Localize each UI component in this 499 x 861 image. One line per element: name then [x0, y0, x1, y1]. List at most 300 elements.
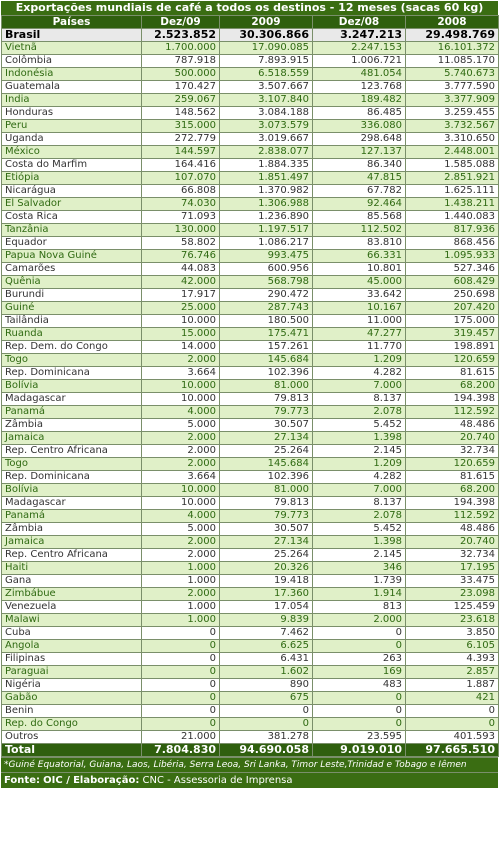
value-cell-dec08: 483: [313, 679, 406, 692]
value-cell-dec09: 272.779: [142, 133, 220, 146]
country-cell: Ruanda: [2, 328, 142, 341]
country-cell: Rep. Dominicana: [2, 471, 142, 484]
table-row: [2, 380, 499, 393]
value-cell-2008: 421: [406, 692, 499, 705]
value-cell-2008: 23.618: [406, 614, 499, 627]
value-cell-dec08: 1.398: [313, 536, 406, 549]
header-row: [2, 16, 499, 29]
value-cell-2009: 3.507.667: [220, 81, 313, 94]
value-cell-2008: 250.698: [406, 289, 499, 302]
value-cell-dec09: 2.000: [142, 445, 220, 458]
value-cell-2009: 1.306.988: [220, 198, 313, 211]
exports-table: [1, 15, 499, 757]
value-cell-dec08: 346: [313, 562, 406, 575]
value-cell-2009: 993.475: [220, 250, 313, 263]
value-cell-2009: 81.000: [220, 484, 313, 497]
value-cell-dec08: 2.078: [313, 406, 406, 419]
value-cell-2009: 79.813: [220, 393, 313, 406]
value-cell-dec09: 787.918: [142, 55, 220, 68]
table-row: [2, 42, 499, 55]
value-cell-dec08: 123.768: [313, 81, 406, 94]
value-cell-2009: 30.507: [220, 419, 313, 432]
value-cell-2009: 9.839: [220, 614, 313, 627]
value-cell-2009: 17.054: [220, 601, 313, 614]
source-org: OIC /: [43, 775, 70, 786]
value-cell-dec09: 130.000: [142, 224, 220, 237]
value-cell-2008: 68.200: [406, 380, 499, 393]
table-row: [2, 471, 499, 484]
country-cell: Uganda: [2, 133, 142, 146]
country-cell: Costa Rica: [2, 211, 142, 224]
value-cell-dec08: 0: [313, 640, 406, 653]
value-cell-2008: 48.486: [406, 419, 499, 432]
value-cell-dec09: 2.000: [142, 549, 220, 562]
value-cell-dec09: 164.416: [142, 159, 220, 172]
value-cell-2008: 5.740.673: [406, 68, 499, 81]
value-cell-dec09: 3.664: [142, 367, 220, 380]
table-row: [2, 289, 499, 302]
value-cell-dec09: 2.000: [142, 588, 220, 601]
table-row: [2, 146, 499, 159]
table-row: [2, 614, 499, 627]
country-cell: Costa do Marfim: [2, 159, 142, 172]
value-cell-dec09: 58.802: [142, 237, 220, 250]
value-cell-dec08: 813: [313, 601, 406, 614]
value-cell-2009: 157.261: [220, 341, 313, 354]
country-cell: Vietnã: [2, 42, 142, 55]
table-row: [2, 328, 499, 341]
country-cell: Cuba: [2, 627, 142, 640]
value-cell-2008: 3.310.650: [406, 133, 499, 146]
value-cell-dec09: 4.000: [142, 406, 220, 419]
table-row: [2, 185, 499, 198]
value-cell-2009: 180.500: [220, 315, 313, 328]
country-cell: Rep. Dominicana: [2, 367, 142, 380]
country-cell: Rep. Dem. do Congo: [2, 341, 142, 354]
value-cell-2008: 527.346: [406, 263, 499, 276]
table-row: [2, 679, 499, 692]
table-row: [2, 575, 499, 588]
value-cell-2008: 81.615: [406, 367, 499, 380]
value-cell-2009: 6.518.559: [220, 68, 313, 81]
value-cell-dec08: 481.054: [313, 68, 406, 81]
coffee-export-table-container: [1, 1, 498, 788]
value-cell-dec08: 1.209: [313, 354, 406, 367]
country-cell: Colômbia: [2, 55, 142, 68]
country-cell: Nigéria: [2, 679, 142, 692]
brasil-row: [2, 29, 499, 42]
value-cell-dec08: 83.810: [313, 237, 406, 250]
value-cell-2009: 6.625: [220, 640, 313, 653]
value-cell-dec09: 259.067: [142, 94, 220, 107]
table-row: [2, 172, 499, 185]
value-cell-2008: 68.200: [406, 484, 499, 497]
value-cell-2009: 102.396: [220, 367, 313, 380]
value-cell-2009: 25.264: [220, 549, 313, 562]
value-cell-2009: 568.798: [220, 276, 313, 289]
value-cell-dec08: 67.782: [313, 185, 406, 198]
value-cell-2008: 120.659: [406, 458, 499, 471]
value-cell-dec09: 1.000: [142, 614, 220, 627]
source-label2: Elaboração:: [73, 775, 140, 786]
value-cell-dec08: 33.642: [313, 289, 406, 302]
country-cell: Indonésia: [2, 68, 142, 81]
country-cell: Gabão: [2, 692, 142, 705]
value-cell-2008: 1.887: [406, 679, 499, 692]
value-cell-dec09: 25.000: [142, 302, 220, 315]
value-cell-dec09: 10.000: [142, 315, 220, 328]
value-cell-2009: 79.813: [220, 497, 313, 510]
value-cell-dec08: 169: [313, 666, 406, 679]
value-cell-2009: 0: [220, 705, 313, 718]
country-cell: Equador: [2, 237, 142, 250]
value-cell-2009: 675: [220, 692, 313, 705]
value-cell-dec08: 127.137: [313, 146, 406, 159]
value-cell-dec08: 1.209: [313, 458, 406, 471]
table-row: [2, 666, 499, 679]
value-cell-dec09: 0: [142, 653, 220, 666]
value-cell-dec08: 4.282: [313, 471, 406, 484]
value-cell-2009: 19.418: [220, 575, 313, 588]
table-row: [2, 692, 499, 705]
country-cell: Jamaica: [2, 432, 142, 445]
value-cell-dec09: 144.597: [142, 146, 220, 159]
value-cell-dec08: 1.006.721: [313, 55, 406, 68]
value-cell-dec09: 2.000: [142, 432, 220, 445]
value-cell-2008: 112.592: [406, 510, 499, 523]
value-cell-2008: 1.440.083: [406, 211, 499, 224]
total-dec08: 9.019.010: [313, 744, 406, 757]
header-countries: Países: [2, 16, 142, 29]
table-row: [2, 315, 499, 328]
header-2008: 2008: [406, 16, 499, 29]
value-cell-2009: 79.773: [220, 510, 313, 523]
value-cell-dec09: 1.000: [142, 575, 220, 588]
value-cell-2008: 608.429: [406, 276, 499, 289]
value-cell-dec09: 1.700.000: [142, 42, 220, 55]
value-cell-2008: 20.740: [406, 536, 499, 549]
country-cell: Haiti: [2, 562, 142, 575]
value-cell-dec08: 10.801: [313, 263, 406, 276]
country-cell: Paraguai: [2, 666, 142, 679]
table-row: [2, 211, 499, 224]
country-cell: Papua Nova Guiné: [2, 250, 142, 263]
value-cell-dec08: 8.137: [313, 393, 406, 406]
value-cell-2009: 175.471: [220, 328, 313, 341]
value-cell-2009: 1.884.335: [220, 159, 313, 172]
table-row: [2, 250, 499, 263]
value-cell-dec09: 2.000: [142, 536, 220, 549]
value-cell-dec09: 66.808: [142, 185, 220, 198]
country-cell: Nicarágua: [2, 185, 142, 198]
value-cell-dec08: 86.340: [313, 159, 406, 172]
value-cell-2009: 30.306.866: [220, 29, 313, 42]
total-row: [2, 744, 499, 757]
table-row: [2, 432, 499, 445]
table-title: Exportações mundiais de café a todos os destinos - 12 meses (sacas 60 kg): [1, 1, 498, 15]
value-cell-2008: 0: [406, 705, 499, 718]
value-cell-dec08: 1.398: [313, 432, 406, 445]
value-cell-dec09: 1.000: [142, 601, 220, 614]
value-cell-dec09: 4.000: [142, 510, 220, 523]
value-cell-2008: 1.438.211: [406, 198, 499, 211]
value-cell-dec08: 5.452: [313, 523, 406, 536]
table-row: [2, 367, 499, 380]
value-cell-dec09: 0: [142, 627, 220, 640]
value-cell-dec08: 1.739: [313, 575, 406, 588]
table-row: [2, 523, 499, 536]
value-cell-dec09: 170.427: [142, 81, 220, 94]
table-row: [2, 393, 499, 406]
value-cell-2008: 319.457: [406, 328, 499, 341]
country-cell: Guatemala: [2, 81, 142, 94]
value-cell-dec09: 148.562: [142, 107, 220, 120]
value-cell-2008: 1.095.933: [406, 250, 499, 263]
value-cell-dec08: 10.167: [313, 302, 406, 315]
value-cell-2009: 381.278: [220, 731, 313, 744]
value-cell-dec08: 2.145: [313, 445, 406, 458]
table-row: [2, 627, 499, 640]
value-cell-dec08: 2.145: [313, 549, 406, 562]
value-cell-2008: 11.085.170: [406, 55, 499, 68]
value-cell-dec09: 17.917: [142, 289, 220, 302]
value-cell-dec08: 86.485: [313, 107, 406, 120]
value-cell-2008: 3.850: [406, 627, 499, 640]
value-cell-2009: 287.743: [220, 302, 313, 315]
value-cell-2008: 1.585.088: [406, 159, 499, 172]
source-text: CNC - Assessoria de Imprensa: [142, 775, 293, 786]
value-cell-dec09: 15.000: [142, 328, 220, 341]
value-cell-2008: 3.777.590: [406, 81, 499, 94]
value-cell-2008: 194.398: [406, 393, 499, 406]
country-cell: Madagascar: [2, 497, 142, 510]
value-cell-dec08: 0: [313, 705, 406, 718]
country-cell: México: [2, 146, 142, 159]
value-cell-2009: 600.956: [220, 263, 313, 276]
value-cell-dec09: 107.070: [142, 172, 220, 185]
country-cell: Filipinas: [2, 653, 142, 666]
country-cell: Panamá: [2, 406, 142, 419]
header-2009: 2009: [220, 16, 313, 29]
table-row: [2, 263, 499, 276]
value-cell-dec09: 10.000: [142, 484, 220, 497]
value-cell-dec09: 2.000: [142, 458, 220, 471]
value-cell-2009: 20.326: [220, 562, 313, 575]
header-dec09: Dez/09: [142, 16, 220, 29]
value-cell-dec08: 7.000: [313, 380, 406, 393]
value-cell-2008: 32.734: [406, 445, 499, 458]
value-cell-2008: 3.377.909: [406, 94, 499, 107]
value-cell-dec09: 0: [142, 666, 220, 679]
value-cell-2008: 4.393: [406, 653, 499, 666]
value-cell-2008: 17.195: [406, 562, 499, 575]
value-cell-2008: 23.098: [406, 588, 499, 601]
value-cell-2008: 32.734: [406, 549, 499, 562]
value-cell-dec09: 74.030: [142, 198, 220, 211]
value-cell-2009: 290.472: [220, 289, 313, 302]
value-cell-2008: 6.105: [406, 640, 499, 653]
value-cell-dec08: 85.568: [313, 211, 406, 224]
value-cell-dec08: 0: [313, 692, 406, 705]
country-cell: Togo: [2, 354, 142, 367]
value-cell-2009: 1.602: [220, 666, 313, 679]
value-cell-dec08: 0: [313, 718, 406, 731]
value-cell-dec09: 0: [142, 679, 220, 692]
table-row: [2, 484, 499, 497]
value-cell-2008: 1.625.111: [406, 185, 499, 198]
table-row: [2, 419, 499, 432]
table-row: [2, 536, 499, 549]
total-2009: 94.690.058: [220, 744, 313, 757]
value-cell-dec09: 0: [142, 718, 220, 731]
country-cell: Tailândia: [2, 315, 142, 328]
table-row: [2, 588, 499, 601]
value-cell-2009: 27.134: [220, 432, 313, 445]
value-cell-2008: 2.857: [406, 666, 499, 679]
value-cell-dec09: 3.664: [142, 471, 220, 484]
value-cell-2009: 79.773: [220, 406, 313, 419]
country-cell: Rep. Centro Africana: [2, 549, 142, 562]
value-cell-2008: 175.000: [406, 315, 499, 328]
value-cell-dec09: 14.000: [142, 341, 220, 354]
table-row: [2, 94, 499, 107]
value-cell-dec09: 500.000: [142, 68, 220, 81]
value-cell-dec09: 10.000: [142, 393, 220, 406]
country-cell: Peru: [2, 120, 142, 133]
value-cell-dec08: 3.247.213: [313, 29, 406, 42]
footnote: *Guiné Equatorial, Guiana, Laos, Libéria, Serra Leoa, Sri Lanka, Timor Leste,Trinidad e Tobago e Iêmen: [1, 757, 498, 772]
country-cell: Burundi: [2, 289, 142, 302]
value-cell-2008: 2.448.001: [406, 146, 499, 159]
table-row: [2, 705, 499, 718]
table-row: [2, 640, 499, 653]
value-cell-dec08: 7.000: [313, 484, 406, 497]
country-cell: Outros: [2, 731, 142, 744]
table-row: [2, 731, 499, 744]
value-cell-dec08: 5.452: [313, 419, 406, 432]
country-cell: Togo: [2, 458, 142, 471]
country-cell: Índia: [2, 94, 142, 107]
country-cell: Malawi: [2, 614, 142, 627]
value-cell-2009: 102.396: [220, 471, 313, 484]
country-cell: Honduras: [2, 107, 142, 120]
value-cell-2008: 16.101.372: [406, 42, 499, 55]
table-row: [2, 653, 499, 666]
value-cell-dec09: 10.000: [142, 497, 220, 510]
table-row: [2, 549, 499, 562]
table-row: [2, 718, 499, 731]
value-cell-2009: 0: [220, 718, 313, 731]
table-row: [2, 354, 499, 367]
value-cell-2008: 125.459: [406, 601, 499, 614]
value-cell-dec08: 11.000: [313, 315, 406, 328]
value-cell-2008: 401.593: [406, 731, 499, 744]
value-cell-dec09: 315.000: [142, 120, 220, 133]
value-cell-2008: 207.420: [406, 302, 499, 315]
value-cell-2009: 145.684: [220, 354, 313, 367]
value-cell-dec08: 45.000: [313, 276, 406, 289]
value-cell-dec08: 189.482: [313, 94, 406, 107]
value-cell-dec09: 71.093: [142, 211, 220, 224]
value-cell-dec08: 2.078: [313, 510, 406, 523]
country-cell: Tanzânia: [2, 224, 142, 237]
value-cell-dec09: 1.000: [142, 562, 220, 575]
value-cell-dec08: 47.277: [313, 328, 406, 341]
total-2008: 97.665.510: [406, 744, 499, 757]
value-cell-2009: 2.838.077: [220, 146, 313, 159]
country-cell: Zâmbia: [2, 419, 142, 432]
table-row: [2, 133, 499, 146]
value-cell-dec08: 4.282: [313, 367, 406, 380]
value-cell-2009: 1.236.890: [220, 211, 313, 224]
value-cell-2008: 120.659: [406, 354, 499, 367]
value-cell-dec09: 0: [142, 705, 220, 718]
value-cell-dec09: 0: [142, 640, 220, 653]
value-cell-2008: 33.475: [406, 575, 499, 588]
value-cell-2008: 81.615: [406, 471, 499, 484]
table-row: [2, 497, 499, 510]
value-cell-2009: 25.264: [220, 445, 313, 458]
value-cell-2009: 17.090.085: [220, 42, 313, 55]
value-cell-dec08: 263: [313, 653, 406, 666]
value-cell-dec08: 1.914: [313, 588, 406, 601]
value-cell-2009: 7.462: [220, 627, 313, 640]
table-row: [2, 601, 499, 614]
value-cell-dec09: 42.000: [142, 276, 220, 289]
value-cell-dec08: 298.648: [313, 133, 406, 146]
country-cell: Camarões: [2, 263, 142, 276]
value-cell-dec09: 2.523.852: [142, 29, 220, 42]
country-cell: Quênia: [2, 276, 142, 289]
table-row: [2, 458, 499, 471]
table-row: [2, 302, 499, 315]
value-cell-2009: 3.019.667: [220, 133, 313, 146]
country-cell: Benin: [2, 705, 142, 718]
value-cell-dec08: 112.502: [313, 224, 406, 237]
value-cell-2008: 868.456: [406, 237, 499, 250]
country-cell: Jamaica: [2, 536, 142, 549]
table-row: [2, 81, 499, 94]
country-cell: Zimbábue: [2, 588, 142, 601]
value-cell-dec08: 47.815: [313, 172, 406, 185]
country-cell: Rep. do Congo: [2, 718, 142, 731]
table-row: [2, 68, 499, 81]
value-cell-2008: 198.891: [406, 341, 499, 354]
value-cell-2009: 1.370.982: [220, 185, 313, 198]
total-label: Total: [2, 744, 142, 757]
table-row: [2, 562, 499, 575]
table-row: [2, 224, 499, 237]
table-row: [2, 341, 499, 354]
table-row: [2, 120, 499, 133]
value-cell-dec08: 336.080: [313, 120, 406, 133]
value-cell-dec09: 2.000: [142, 354, 220, 367]
table-row: [2, 55, 499, 68]
value-cell-dec09: 5.000: [142, 419, 220, 432]
value-cell-2009: 1.851.497: [220, 172, 313, 185]
value-cell-dec08: 92.464: [313, 198, 406, 211]
value-cell-dec08: 0: [313, 627, 406, 640]
country-cell: Rep. Centro Africana: [2, 445, 142, 458]
value-cell-2009: 27.134: [220, 536, 313, 549]
header-dec08: Dez/08: [313, 16, 406, 29]
value-cell-2009: 7.893.915: [220, 55, 313, 68]
value-cell-dec08: 2.247.153: [313, 42, 406, 55]
value-cell-2008: 112.592: [406, 406, 499, 419]
value-cell-2009: 17.360: [220, 588, 313, 601]
value-cell-2009: 3.073.579: [220, 120, 313, 133]
value-cell-2008: 0: [406, 718, 499, 731]
